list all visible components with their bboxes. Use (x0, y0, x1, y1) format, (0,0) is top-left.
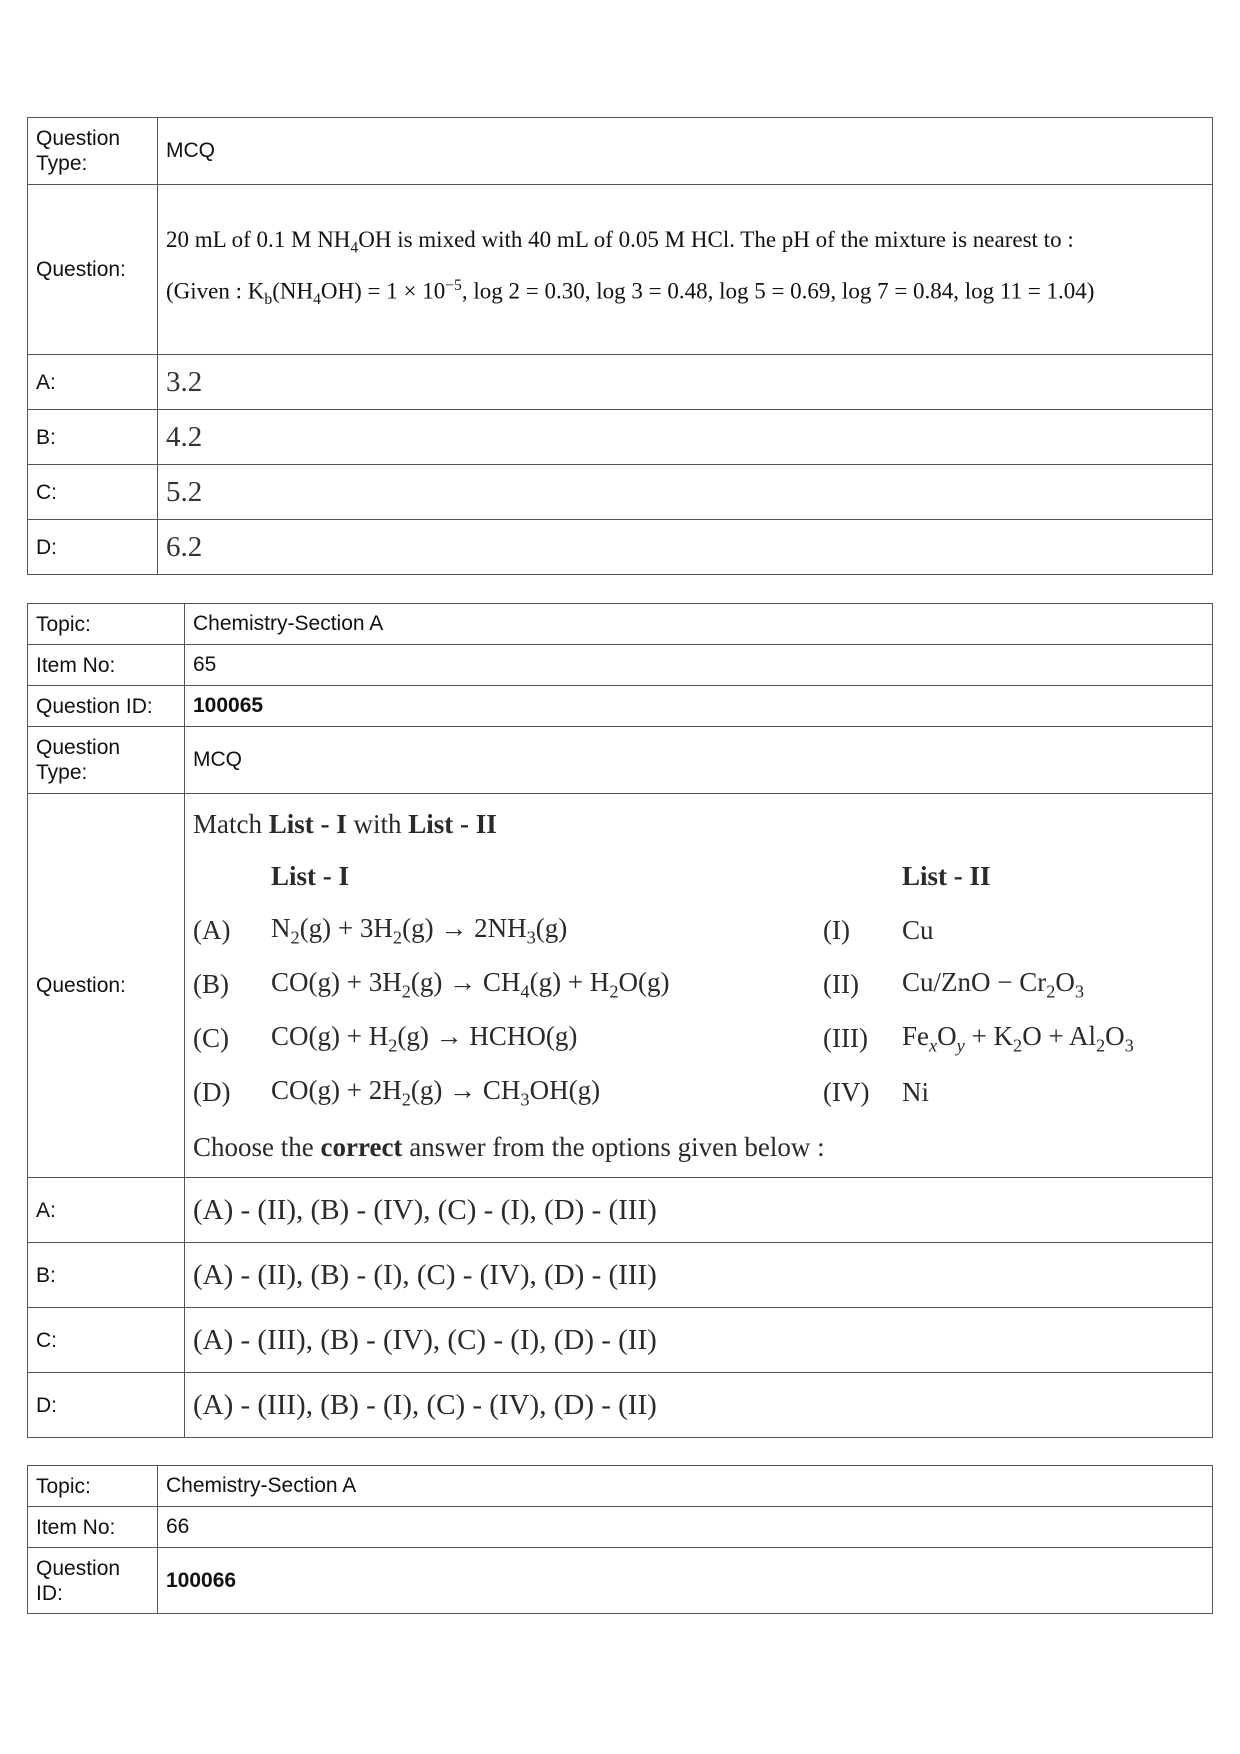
question-64-table (27, 117, 1213, 575)
question-id-value: 100065 (185, 686, 1213, 727)
option-b-value: (A) - (II), (B) - (I), (C) - (IV), (D) - (III) (185, 1243, 1213, 1308)
choose-instruction: Choose the correct answer from the options given below : (193, 1131, 825, 1162)
question-id-label: Question ID: (28, 686, 185, 727)
option-d-value: 6.2 (158, 520, 1213, 575)
item-no-label: Item No: (28, 1507, 158, 1548)
question-text: 20 mL of 0.1 M $NH_4OH$ is mixed with 40 mL of 0.05 M HCl. The pH of the mixture is nearest to : (Given : $K_b(NH_4OH) = 1 \times 10^{-5}$, log 2 = 0.30, log 3 = 0.48, log 5 = 0.69, log 7 = 0.84, log 11 = 1.04) (158, 185, 1213, 355)
option-d-label: D: (28, 1373, 185, 1438)
topic-value: Chemistry-Section A (158, 1466, 1213, 1507)
topic-value: Chemistry-Section A (185, 604, 1213, 645)
item-no-value: 66 (158, 1507, 1213, 1548)
catalyst: Ni (902, 1077, 929, 1107)
row-letter: (A) (193, 915, 231, 945)
catalyst: $Cu/ZnO - Cr_2O_3$ (902, 966, 1085, 1002)
option-c-label: C: (28, 465, 158, 520)
row-letter: (D) (193, 1077, 231, 1107)
row-letter: (C) (193, 1023, 229, 1053)
option-d-label: D: (28, 520, 158, 575)
match-question (185, 794, 1213, 1178)
list-headers (193, 850, 1204, 904)
question-label: Question: (28, 794, 185, 1178)
match-instruction: Match List - I with List - II (193, 808, 497, 839)
reaction: $CO(g) + 3H_2(g) \to CH_4(g) + H_2O(g)$ (271, 966, 670, 1002)
row-roman: (I) (823, 915, 850, 945)
list-1-title: List - I (271, 861, 350, 891)
option-b-label: B: (28, 1243, 185, 1308)
option-a-value: (A) - (II), (B) - (IV), (C) - (I), (D) - (III) (185, 1178, 1213, 1243)
catalyst: $Fe_xO_y + K_2O + Al_2O_3$ (902, 1020, 1134, 1056)
item-no-label: Item No: (28, 645, 185, 686)
row-letter: (B) (193, 969, 229, 999)
match-row-c (193, 1012, 1204, 1066)
question-type-label: Question Type: (28, 727, 185, 794)
option-a-value: 3.2 (158, 355, 1213, 410)
option-c-value: 5.2 (158, 465, 1213, 520)
question-66-table (27, 1465, 1213, 1614)
reaction: $N_2(g) + 3H_2(g) \to 2NH_3(g)$ (271, 912, 568, 948)
match-row-d (193, 1066, 1204, 1120)
catalyst: Cu (902, 915, 934, 945)
item-no-value: 65 (185, 645, 1213, 686)
topic-label: Topic: (28, 604, 185, 645)
question-id-label: Question ID: (28, 1548, 158, 1614)
reaction: $CO(g) + H_2(g)$ → HCHO(g) (271, 1020, 578, 1056)
option-a-label: A: (28, 1178, 185, 1243)
option-b-label: B: (28, 410, 158, 465)
question-type-value: MCQ (158, 118, 1213, 185)
option-a-label: A: (28, 355, 158, 410)
option-d-value: (A) - (III), (B) - (I), (C) - (IV), (D) - (II) (185, 1373, 1213, 1438)
reaction: $CO(g) + 2H_2(g) \to CH_3OH(g)$ (271, 1074, 601, 1110)
list-2-title: List - II (902, 861, 991, 891)
match-row-a (193, 904, 1204, 958)
topic-label: Topic: (28, 1466, 158, 1507)
option-c-value: (A) - (III), (B) - (IV), (C) - (I), (D) - (II) (185, 1308, 1213, 1373)
question-label: Question: (28, 185, 158, 355)
match-row-b (193, 958, 1204, 1012)
row-roman: (III) (823, 1023, 868, 1053)
question-id-value: 100066 (158, 1548, 1213, 1614)
question-type-label: Question Type: (28, 118, 158, 185)
row-roman: (II) (823, 969, 859, 999)
option-c-label: C: (28, 1308, 185, 1373)
question-65-table (27, 603, 1213, 1438)
option-b-value: 4.2 (158, 410, 1213, 465)
row-roman: (IV) (823, 1077, 870, 1107)
question-type-value: MCQ (185, 727, 1213, 794)
